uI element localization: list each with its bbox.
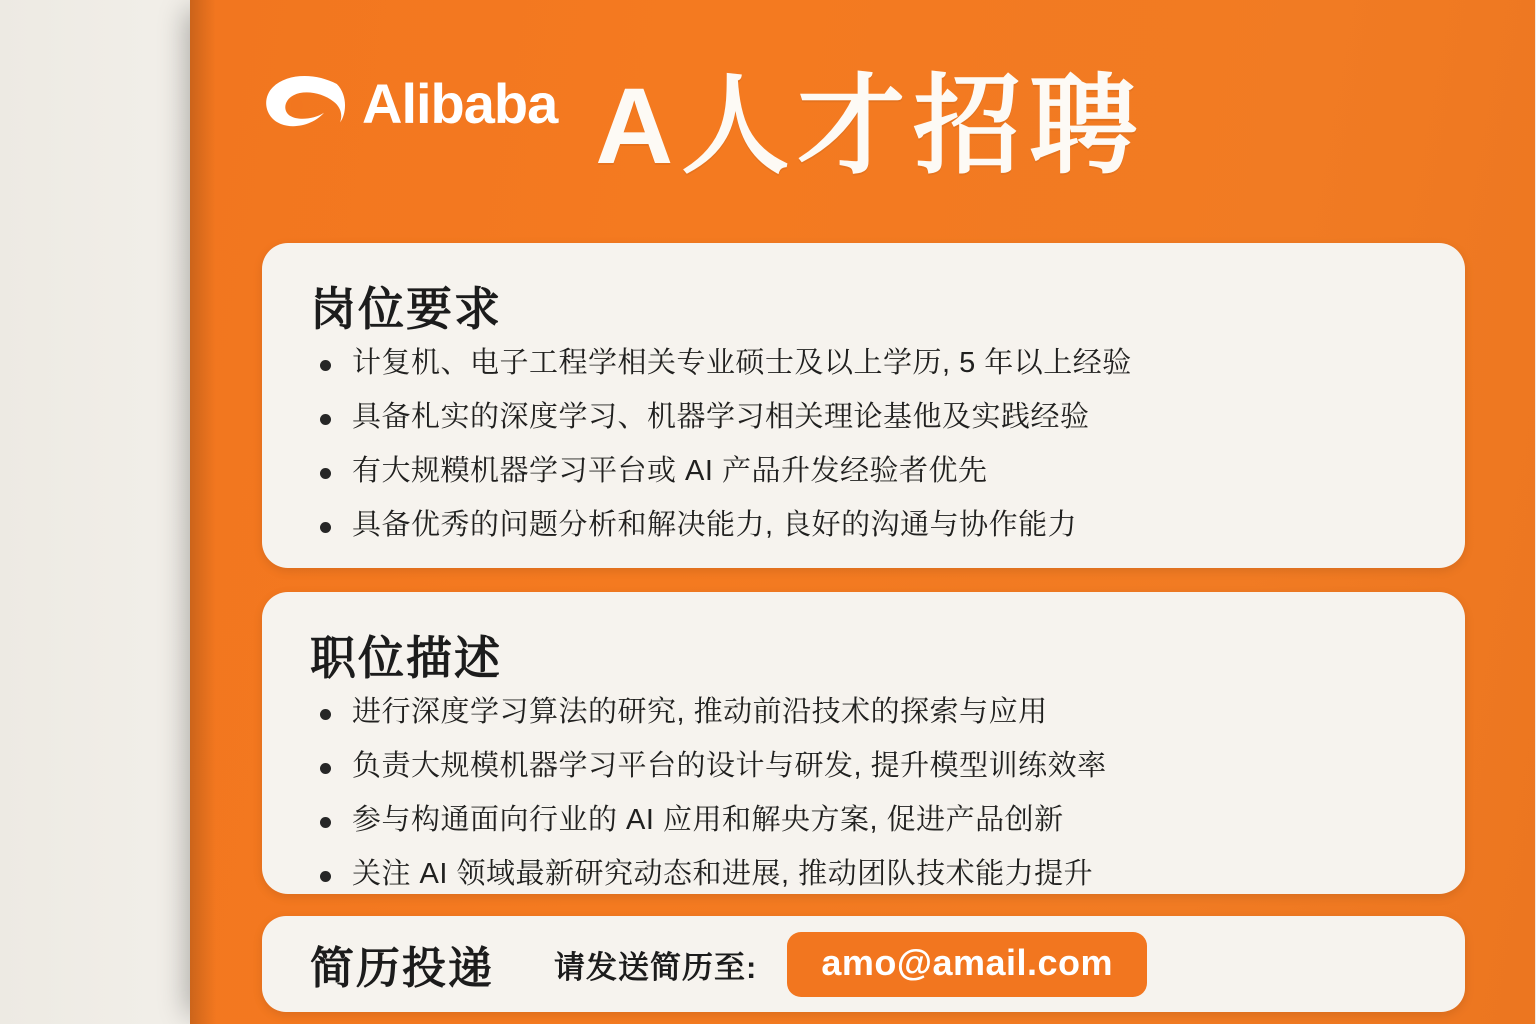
alibaba-smile-logo-icon — [260, 68, 356, 140]
description-heading: 职位描述 — [310, 632, 502, 684]
brand-name: Alibaba — [362, 72, 558, 135]
brand-lockup — [260, 68, 557, 140]
apply-email[interactable]: amo@amail.com — [787, 932, 1147, 997]
requirements-card — [262, 243, 1465, 568]
poster-header — [260, 46, 1475, 206]
recruitment-poster — [190, 0, 1535, 1024]
list-item: 计复机、电子工程学相关专业硕士及以上学历, 5 年以上经验 — [318, 349, 1465, 378]
list-item: 负责大规模机器学习平台的设计与研发, 提升模型训练效率 — [318, 752, 1465, 781]
list-item: 关注 AI 领域最新研究动态和进展, 推动团队技术能力提升 — [318, 860, 1465, 889]
page-title: A人才招聘 — [595, 65, 1146, 186]
apply-row — [262, 916, 1465, 1012]
requirements-heading: 岗位要求 — [310, 283, 502, 335]
apply-prompt: 请发送简历至: — [554, 949, 758, 985]
description-list — [262, 692, 1465, 889]
description-card — [262, 592, 1465, 894]
apply-title: 简历投递 — [310, 944, 494, 993]
list-item: 进行深度学习算法的研究, 推动前沿技术的探索与应用 — [318, 698, 1465, 727]
list-item: 具备札实的深度学习、机器学习相关理论基他及实践经验 — [318, 403, 1465, 432]
list-item: 具备优秀的问题分析和解决能力, 良好的沟通与协作能力 — [318, 511, 1465, 540]
apply-card — [262, 916, 1465, 1012]
list-item: 参与构通面向行业的 AI 应用和解央方案, 促进产品创新 — [318, 806, 1465, 835]
list-item: 有大规糢机器学习平台或 AI 产品升发经验者优先 — [318, 457, 1465, 486]
requirements-list — [262, 343, 1465, 540]
